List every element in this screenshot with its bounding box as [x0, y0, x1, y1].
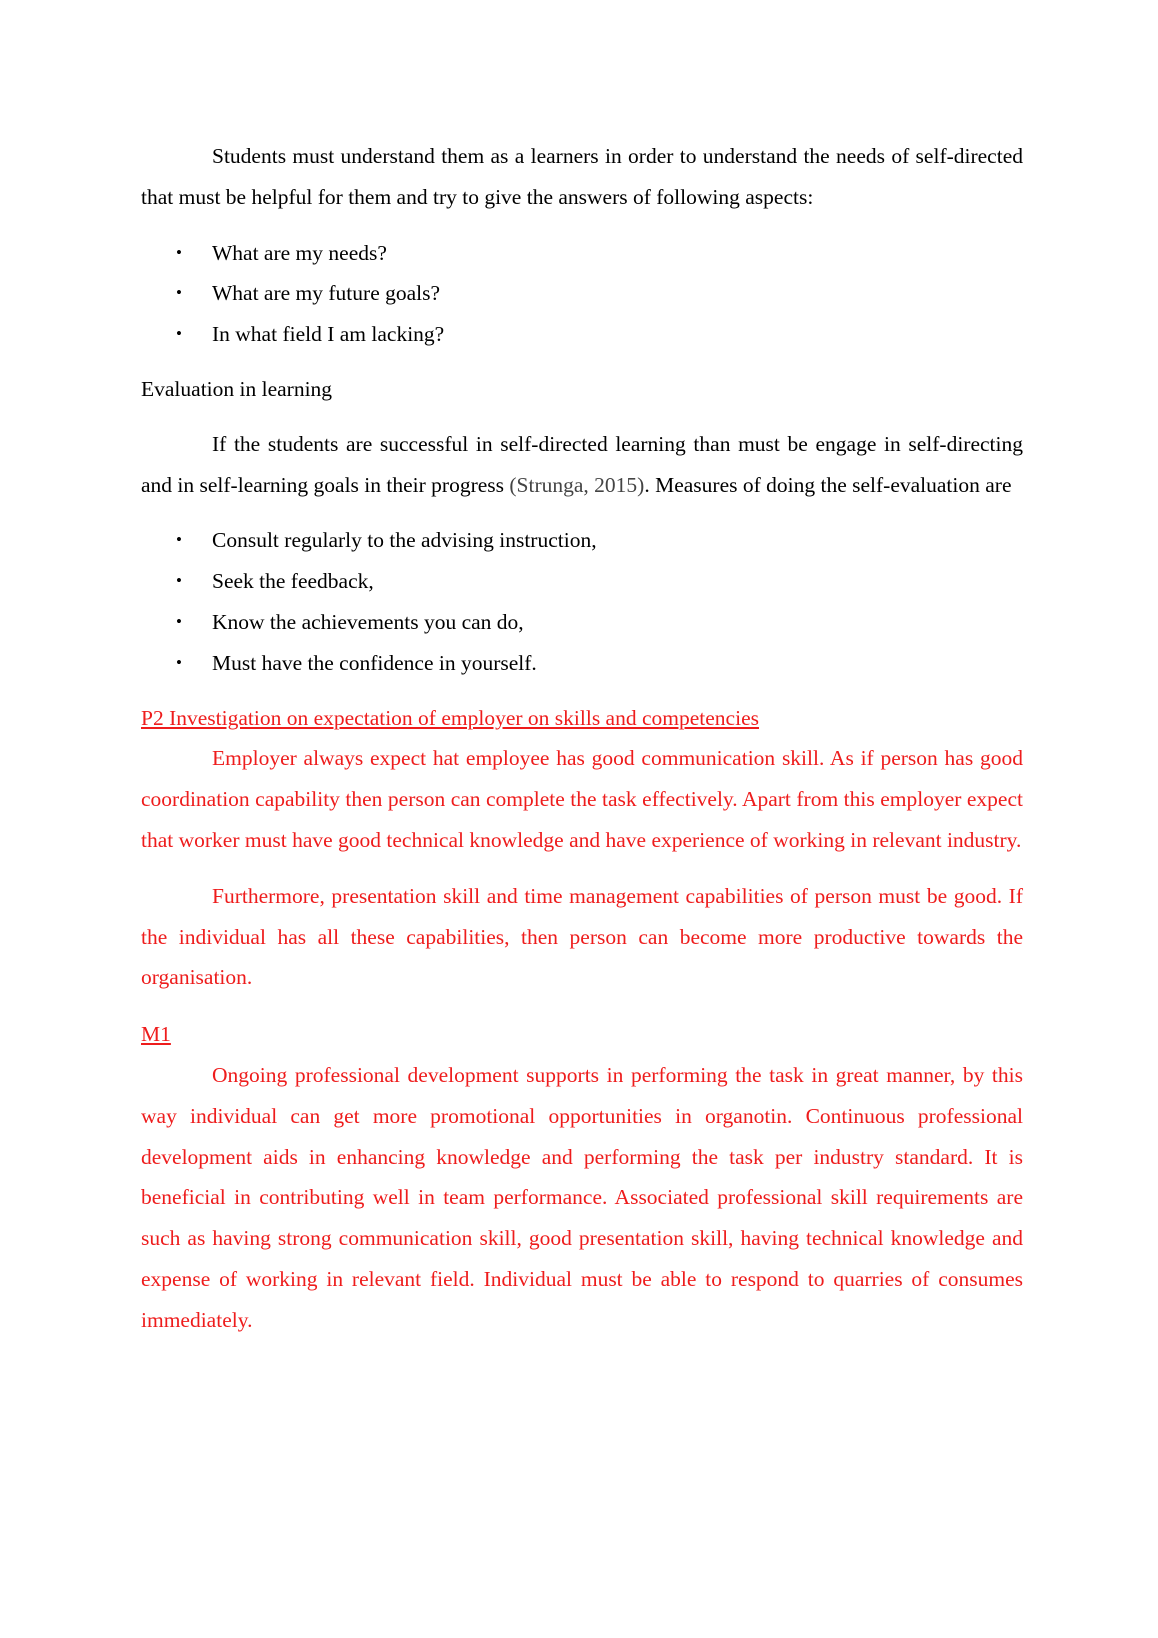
p2-paragraph-employer-expectations: Employer always expect hat employee has good communication skill. As if person has good coordination capability then person can complete the task effectively. Apart from this employer expect that worker must have good technical knowledge and have experience of working in relevant industry. [141, 746, 1023, 852]
bullet-icon: • [176, 283, 182, 303]
bullet-icon: • [176, 242, 182, 262]
document-body [141, 136, 1023, 1341]
list-item [141, 314, 1023, 355]
bullet-icon: • [176, 530, 182, 550]
citation: (Strunga, 2015) [509, 472, 645, 497]
list-item [141, 233, 1023, 274]
self-directed-questions-list [141, 233, 1023, 355]
section-heading-m1 [141, 1014, 1023, 1055]
list-item [141, 561, 1023, 602]
self-evaluation-measures-list [141, 520, 1023, 683]
p2-heading-text: P2 Investigation on expectation of employer on skills and competencies [141, 705, 759, 730]
list-item [141, 273, 1023, 314]
list-item-text: In what field I am lacking? [212, 322, 445, 347]
p2-paragraph-presentation-skill: Furthermore, presentation skill and time management capabilities of person must be good. If the individual has all these capabilities, then person can become more productive towards the organisation. [141, 883, 1023, 990]
bullet-icon: • [176, 571, 182, 591]
list-item-text: What are my future goals? [212, 281, 441, 306]
list-item-text: Seek the feedback, [212, 569, 374, 594]
m1-paragraph-professional-development: Ongoing professional development supports in performing the task in great manner, by this way individual can get more promotional opportunities in organotin. Continuous professional development aids in enhancing knowledge and performing the task per industry standard. It is beneficial in contributing well in team performance. Associated professional skill requirements are such as having strong communication skill, good presentation skill, having technical knowledge and expense of working in relevant field. Individual must be able to respond to quarries of consumes immediately. [141, 1062, 1023, 1332]
evaluation-text-start: If the students are successful in self-directed learning than must be engage in self-directing and in self-learning goals in their progress [141, 431, 1023, 497]
list-item-text: Know the achievements you can do, [212, 609, 524, 634]
list-item [141, 602, 1023, 643]
m1-heading-text: M1 [141, 1022, 171, 1047]
evaluation-text-end: . Measures of doing the self-evaluation are [644, 472, 1012, 497]
list-item [141, 643, 1023, 684]
bullet-icon: • [176, 611, 182, 631]
list-item-text: Must have the confidence in yourself. [212, 650, 537, 675]
section-heading-p2 [141, 698, 1023, 739]
evaluation-paragraph [141, 424, 1023, 506]
list-item [141, 520, 1023, 561]
intro-paragraph: Students must understand them as a learners in order to understand the needs of self-directed that must be helpful for them and try to give the answers of following aspects: [141, 144, 1023, 209]
bullet-icon: • [176, 652, 182, 672]
list-item-text: What are my needs? [212, 240, 387, 265]
bullet-icon: • [176, 324, 182, 344]
section-heading-evaluation: Evaluation in learning [141, 376, 333, 401]
list-item-text: Consult regularly to the advising instruction, [212, 528, 597, 553]
